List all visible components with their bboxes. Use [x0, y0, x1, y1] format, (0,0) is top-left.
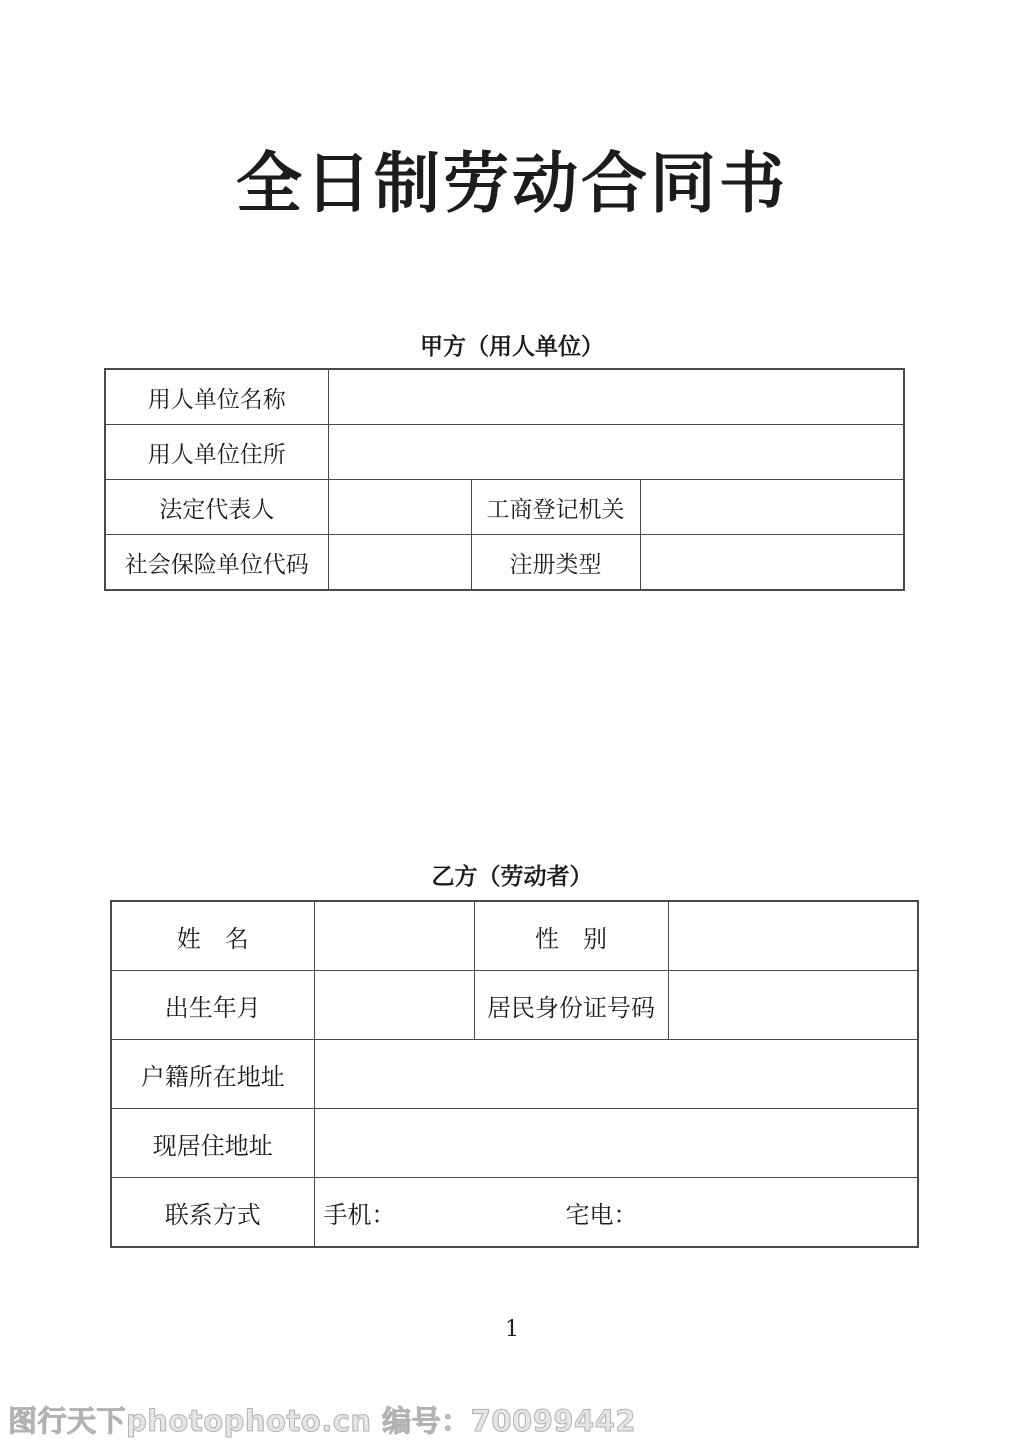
watermark-text: 图行天下photophoto.cn 编号：70099442: [8, 1404, 637, 1438]
household-registration-address-value-cell: [314, 1040, 918, 1109]
table-row: [111, 901, 918, 971]
table-row: [105, 480, 904, 535]
gender-label: 性 别: [474, 901, 668, 971]
legal-representative-label: 法定代表人: [105, 480, 328, 535]
party-b-table: [110, 900, 919, 1248]
social-insurance-unit-code-value-cell: [328, 535, 471, 591]
table-row: [105, 425, 904, 480]
contact-method-label: 联系方式: [111, 1178, 314, 1248]
mobile-phone-label: 手机：: [323, 1200, 396, 1229]
resident-id-number-value-cell: [668, 971, 918, 1040]
gender-value-cell: [668, 901, 918, 971]
registration-type-label: 注册类型: [471, 535, 640, 591]
party-b-heading: 乙方（劳动者）: [431, 863, 593, 890]
contact-value-cell: [314, 1178, 918, 1248]
resident-id-number-label: 居民身份证号码: [474, 971, 668, 1040]
business-registration-authority-label: 工商登记机关: [471, 480, 640, 535]
current-residence-address-value-cell: [314, 1109, 918, 1178]
table-row: [111, 1040, 918, 1109]
table-row: [105, 535, 904, 591]
party-a-table: [104, 368, 905, 591]
birth-date-value-cell: [314, 971, 474, 1040]
social-insurance-unit-code-label: 社会保险单位代码: [105, 535, 328, 591]
table-row: [111, 1109, 918, 1178]
employer-address-label: 用人单位住所: [105, 425, 328, 480]
employer-name-label: 用人单位名称: [105, 369, 328, 425]
table-row: [105, 369, 904, 425]
legal-representative-value-cell: [328, 480, 471, 535]
employer-address-value-cell: [328, 425, 904, 480]
table-row: [111, 1178, 918, 1248]
name-label: 姓 名: [111, 901, 314, 971]
party-a-heading: 甲方（用人单位）: [420, 333, 604, 360]
household-registration-address-label: 户籍所在地址: [111, 1040, 314, 1109]
name-value-cell: [314, 901, 474, 971]
registration-type-value-cell: [640, 535, 904, 591]
current-residence-address-label: 现居住地址: [111, 1109, 314, 1178]
table-row: [111, 971, 918, 1040]
business-registration-authority-value-cell: [640, 480, 904, 535]
document-title: 全日制劳动合同书: [236, 144, 788, 222]
page-number: 1: [505, 1317, 519, 1342]
home-phone-label: 宅电：: [565, 1200, 638, 1229]
birth-date-label: 出生年月: [111, 971, 314, 1040]
employer-name-value-cell: [328, 369, 904, 425]
